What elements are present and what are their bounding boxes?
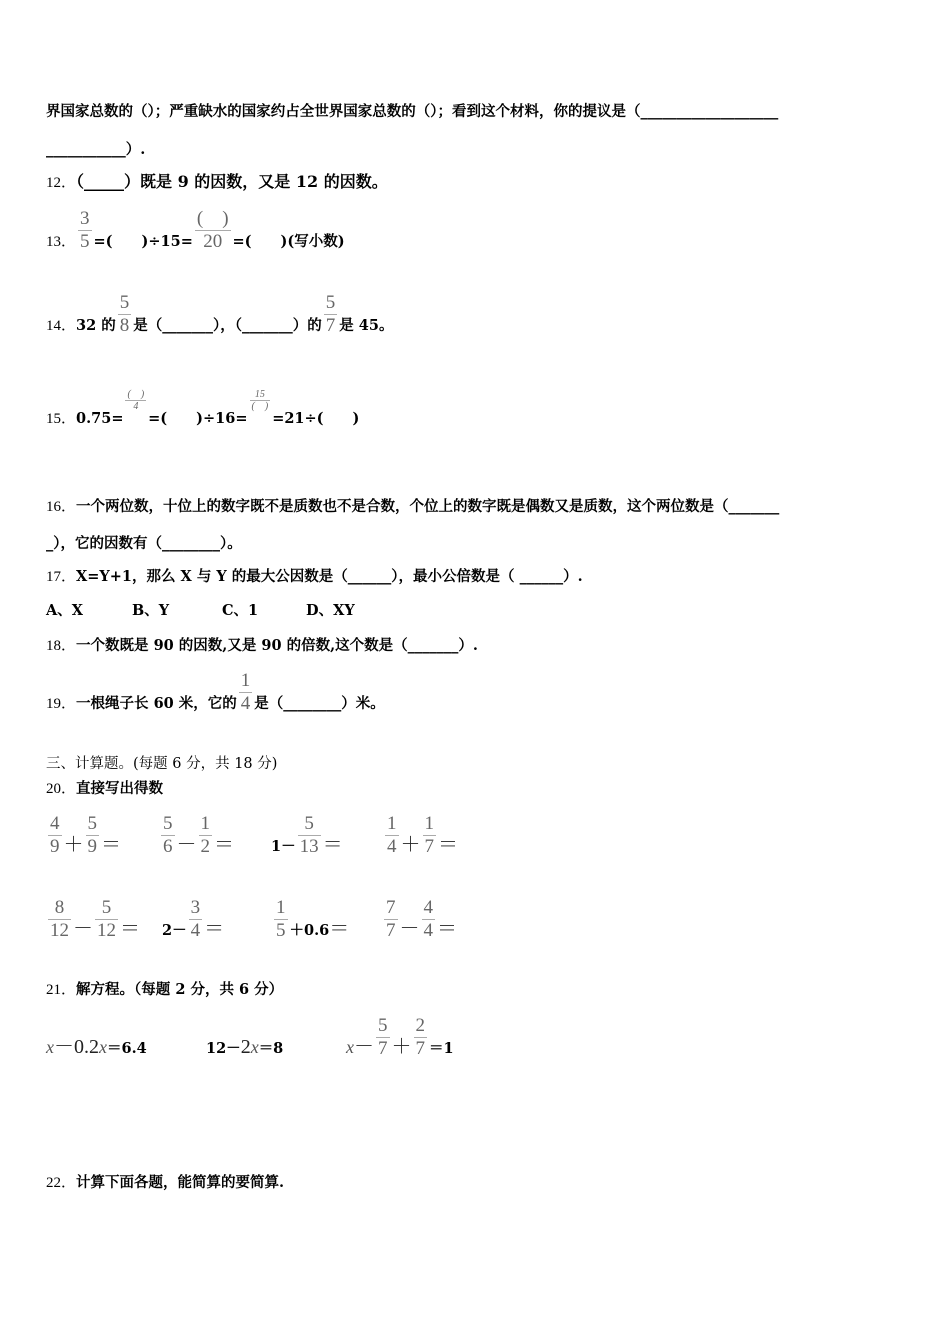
question-15: [46, 389, 359, 429]
denominator: 4: [387, 836, 397, 857]
numerator: 15: [250, 389, 271, 401]
fraction: [385, 813, 399, 858]
q19-text: 一根绳子长 60 米，它的: [76, 695, 237, 712]
math-operator: －: [73, 918, 93, 940]
fraction: [48, 813, 62, 858]
numerator: ( ): [196, 208, 229, 229]
q13-number: 13．: [46, 234, 77, 250]
q14-text: 是 45。: [339, 317, 394, 334]
math-text: 12－: [206, 1040, 241, 1057]
equation-row: [46, 1015, 454, 1060]
fraction: [189, 897, 203, 942]
calc-item: [271, 813, 383, 858]
math-operator: ＝: [322, 834, 343, 856]
q17-options: [46, 601, 355, 621]
denominator: 6: [163, 836, 173, 857]
denominator: 7: [325, 315, 336, 336]
math-text: ＝8: [258, 1040, 284, 1057]
question-16: [46, 497, 779, 517]
calc-item: [46, 897, 162, 942]
fraction: [384, 897, 398, 942]
q22-text: 计算下面各题，能简算的要简算.: [76, 1174, 285, 1191]
variable: x: [46, 1037, 54, 1057]
denominator: 4: [240, 693, 251, 714]
question-14: [46, 292, 393, 337]
math-text: 1－: [271, 838, 296, 855]
numerator: ( ): [127, 389, 145, 400]
question-13: [46, 208, 345, 253]
fraction: [324, 292, 338, 337]
denominator: 4: [133, 401, 139, 412]
q11-line1: 界国家总数的（）；严重缺水的国家约占全世界国家总数的（）；看到这个材料，你的提议是（___________________: [46, 103, 779, 120]
q17-text: X=Y+1，那么 X 与 Y 的最大公因数是（______），最小公倍数是（ ______）.: [76, 568, 583, 585]
numerator: 5: [298, 813, 321, 836]
denominator: 20: [203, 231, 223, 252]
calc-item: [46, 813, 159, 858]
math-text: ＝1: [429, 1040, 454, 1057]
q14-text: 是（_______），（_______）的: [133, 317, 322, 334]
question-17: [46, 567, 583, 587]
numerator: 3: [190, 897, 201, 918]
denominator: 7: [378, 1038, 388, 1059]
q21-number: 21．: [46, 982, 77, 998]
question-18: [46, 636, 478, 656]
math-operator: ＝: [329, 918, 350, 940]
math-operator: －0.2: [54, 1036, 99, 1058]
fraction: [239, 670, 253, 715]
numerator: 1: [276, 897, 286, 918]
numerator: 5: [163, 813, 173, 834]
q16-text: 一个两位数，十位上的数字既不是质数也不是合数，个位上的数字既是偶数又是质数，这个两位数是（_______: [76, 498, 780, 515]
math-operator: ＋: [400, 834, 421, 856]
fraction: [414, 1015, 428, 1060]
numerator: 1: [387, 813, 397, 834]
math-operator: －: [176, 834, 197, 856]
q14-text: 32 的: [76, 317, 116, 334]
math-text: ＝6.4: [107, 1040, 147, 1057]
q15-text: =21÷( ): [272, 410, 360, 427]
q17-number: 17．: [46, 569, 77, 585]
denominator: ( ): [251, 401, 269, 412]
math-operator: ＝: [101, 834, 121, 856]
denominator: 7: [415, 1038, 425, 1059]
denominator: 7: [386, 920, 396, 941]
fraction: [118, 292, 132, 337]
q13-text: =( )÷15=: [93, 233, 193, 250]
fraction: [78, 208, 92, 253]
q16-line2: _），它的因数有（________）。: [46, 535, 242, 552]
q18-number: 18．: [46, 638, 77, 654]
numerator: 1: [240, 670, 251, 691]
calc-row-1: [46, 813, 458, 858]
math-operator: 2: [240, 1036, 251, 1058]
denominator: 9: [50, 836, 60, 857]
fraction: [250, 389, 271, 412]
fraction: [161, 813, 175, 858]
fraction: [125, 389, 146, 412]
denominator: 9: [87, 836, 97, 857]
fraction: [48, 897, 71, 942]
fraction: [199, 813, 213, 858]
numerator: 3: [80, 208, 90, 229]
calc-item: [159, 813, 271, 858]
numerator: 5: [325, 292, 336, 313]
math-operator: ＝: [120, 918, 140, 940]
denominator: 5: [276, 920, 286, 941]
numerator: 5: [378, 1015, 388, 1036]
calc-row-2: [46, 897, 457, 942]
question-22: [46, 1173, 284, 1193]
variable: x: [346, 1037, 354, 1057]
q22-number: 22．: [46, 1175, 77, 1191]
q13-text: =( )(写小数): [232, 233, 345, 250]
q11-line2: ___________）.: [46, 141, 146, 158]
denominator: 4: [190, 920, 201, 941]
math-operator: －: [354, 1036, 374, 1058]
denominator: 2: [200, 836, 210, 857]
variable: x: [250, 1037, 259, 1057]
denominator: 8: [119, 315, 130, 336]
numerator: 4: [50, 813, 60, 834]
q20-title: 直接写出得数: [76, 780, 164, 797]
q15-text: 0.75=: [76, 410, 124, 427]
calc-item: [162, 897, 272, 942]
fraction: [86, 813, 100, 858]
question-21: [46, 980, 283, 1000]
option-d[interactable]: D、XY: [306, 602, 355, 619]
fraction: [376, 1015, 390, 1060]
fraction: [195, 208, 231, 253]
denominator: 13: [299, 836, 319, 857]
fraction: [423, 813, 437, 858]
q18-text: 一个数既是 90 的因数,又是 90 的倍数,这个数是（_______）.: [76, 637, 478, 654]
math-operator: ＝: [204, 918, 225, 940]
numerator: 7: [386, 897, 396, 918]
section-3-title: 三、计算题。(每题 6 分，共 18 分): [46, 756, 278, 772]
denominator: 12: [50, 920, 69, 941]
option-b[interactable]: B、Y: [132, 602, 170, 619]
equation-1: [46, 1037, 206, 1059]
question-12: [46, 172, 388, 193]
fraction: [298, 813, 321, 858]
numerator: 2: [415, 1015, 425, 1036]
math-text: 2－: [162, 922, 187, 939]
denominator: 7: [424, 836, 434, 857]
math-operator: ＋: [391, 1036, 412, 1058]
fraction: [422, 897, 436, 942]
fraction: [95, 897, 118, 942]
math-operator: ＝: [214, 834, 234, 856]
numerator: 5: [95, 897, 118, 920]
numerator: 4: [423, 897, 433, 918]
math-operator: －: [399, 918, 420, 940]
variable: x: [99, 1037, 107, 1057]
numerator: 8: [48, 897, 71, 920]
q14-number: 14．: [46, 318, 77, 334]
numerator: 5: [119, 292, 130, 313]
calc-item: [272, 897, 382, 942]
math-operator: ＋: [63, 834, 84, 856]
question-20: [46, 779, 163, 799]
math-operator: ＝: [438, 834, 458, 856]
option-c[interactable]: C、1: [222, 602, 259, 619]
q20-number: 20．: [46, 781, 77, 797]
q16-number: 16．: [46, 499, 77, 515]
option-a[interactable]: A、X: [46, 602, 84, 619]
q12-text: （_____）既是 9 的因数，又是 12 的因数。: [76, 172, 388, 191]
q15-text: =( )÷16=: [148, 410, 248, 427]
math-text: ＋0.6: [289, 922, 330, 939]
equation-3: [346, 1015, 454, 1060]
numerator: 1: [424, 813, 434, 834]
q15-number: 15．: [46, 411, 77, 427]
numerator: 1: [200, 813, 210, 834]
calc-item: [383, 813, 458, 858]
denominator: 12: [97, 920, 116, 941]
q21-title: 解方程。（每题 2 分，共 6 分）: [76, 981, 284, 998]
q19-text: 是（________）米。: [254, 695, 385, 712]
fraction: [274, 897, 288, 942]
numerator: 5: [87, 813, 97, 834]
denominator: 5: [80, 231, 90, 252]
q12-number: 12．: [46, 175, 77, 191]
equation-2: [206, 1037, 346, 1059]
denominator: 4: [423, 920, 433, 941]
question-19: [46, 670, 385, 715]
calc-item: [382, 897, 457, 942]
q19-number: 19．: [46, 696, 77, 712]
math-operator: ＝: [437, 918, 457, 940]
